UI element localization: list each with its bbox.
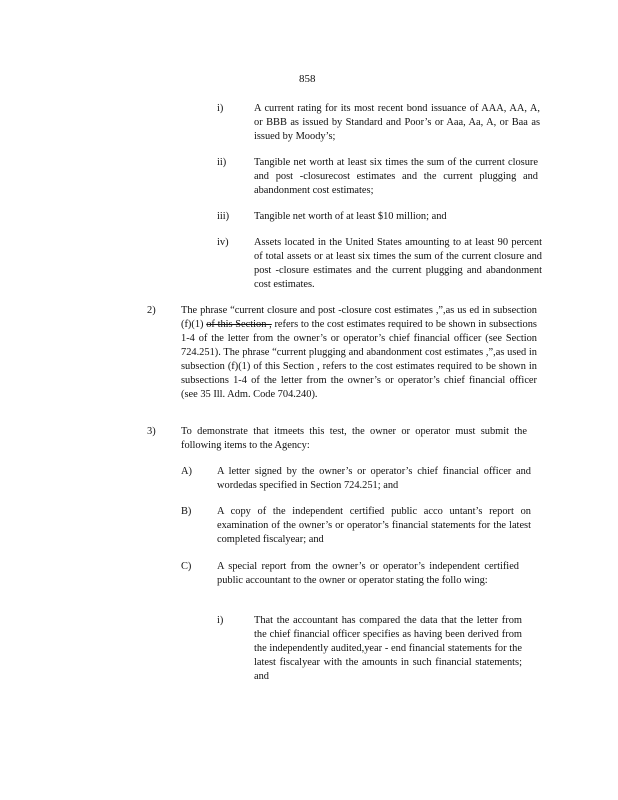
struck-text: of this Section , bbox=[206, 319, 272, 330]
item-text: Assets located in the United States amounting to at least 90 percent of total assets or at least six times the sum of the current closure and post -closure estimates and the current plugging and abandonment cost estimates. bbox=[254, 237, 542, 290]
item-text: A current rating for its most recent bond issuance of AAA, AA, A, or BBB as issued by Standard and Poor’s or Aaa, Aa, A, or Baa as issued by Moody’s; bbox=[254, 103, 540, 142]
item-marker: A) bbox=[181, 466, 192, 477]
item-marker: i) bbox=[217, 615, 224, 626]
item-marker: iv) bbox=[217, 237, 229, 248]
item-marker: iii) bbox=[217, 211, 230, 222]
item-marker: ii) bbox=[217, 157, 227, 168]
text-after: refers to the cost estimates required to be shown in subsections 1-4 of the letter from the owner’s or operator’s chief financial officer (see Section 724.251). The phrase “current plugging and abandonment cost estimates ,”,as used in subsection (f)(1) of this Section , refers to the cost estimates required to be shown in subsections 1-4 of the letter from the owner’s or operator’s chief financial officer (see 35 Ill. Adm. Code 704.240). bbox=[181, 319, 537, 400]
page-number: 858 bbox=[299, 73, 316, 85]
item-marker: i) bbox=[217, 103, 224, 114]
text-before: The phrase “current closure and post -closure cost estimates ,”,as us ed in subsection (f)(1) bbox=[181, 305, 537, 330]
item-marker: 3) bbox=[147, 426, 156, 437]
item-text: A copy of the independent certified public acco untant’s report on examination of the owner’s or operator’s financial statements for the latest completed fiscalyear; and bbox=[217, 506, 531, 545]
item-marker: 2) bbox=[147, 305, 156, 316]
item-marker: C) bbox=[181, 561, 192, 572]
item-text: A letter signed by the owner’s or operator’s chief financial officer and wordedas specified in Section 724.251; and bbox=[217, 466, 531, 491]
item-text: Tangible net worth of at least $10 million; and bbox=[254, 211, 447, 222]
item-text: Tangible net worth at least six times the sum of the current closure and post -closurecost estimates and the current plugging and abandonment cost estimates; bbox=[254, 157, 538, 196]
item-marker: B) bbox=[181, 506, 192, 517]
item-text: To demonstrate that itmeets this test, the owner or operator must submit the following items to the Agency: bbox=[181, 426, 527, 451]
item-text bbox=[181, 304, 537, 402]
item-text: That the accountant has compared the data that the letter from the chief financial officer specifies as having been derived from the independently audited,year - end financial statements for the latest fiscalyear with the amounts in such financial statements; and bbox=[254, 615, 522, 682]
item-text: A special report from the owner’s or operator’s independent certified public accountant to the owner or operator stating the follo wing: bbox=[217, 561, 519, 586]
